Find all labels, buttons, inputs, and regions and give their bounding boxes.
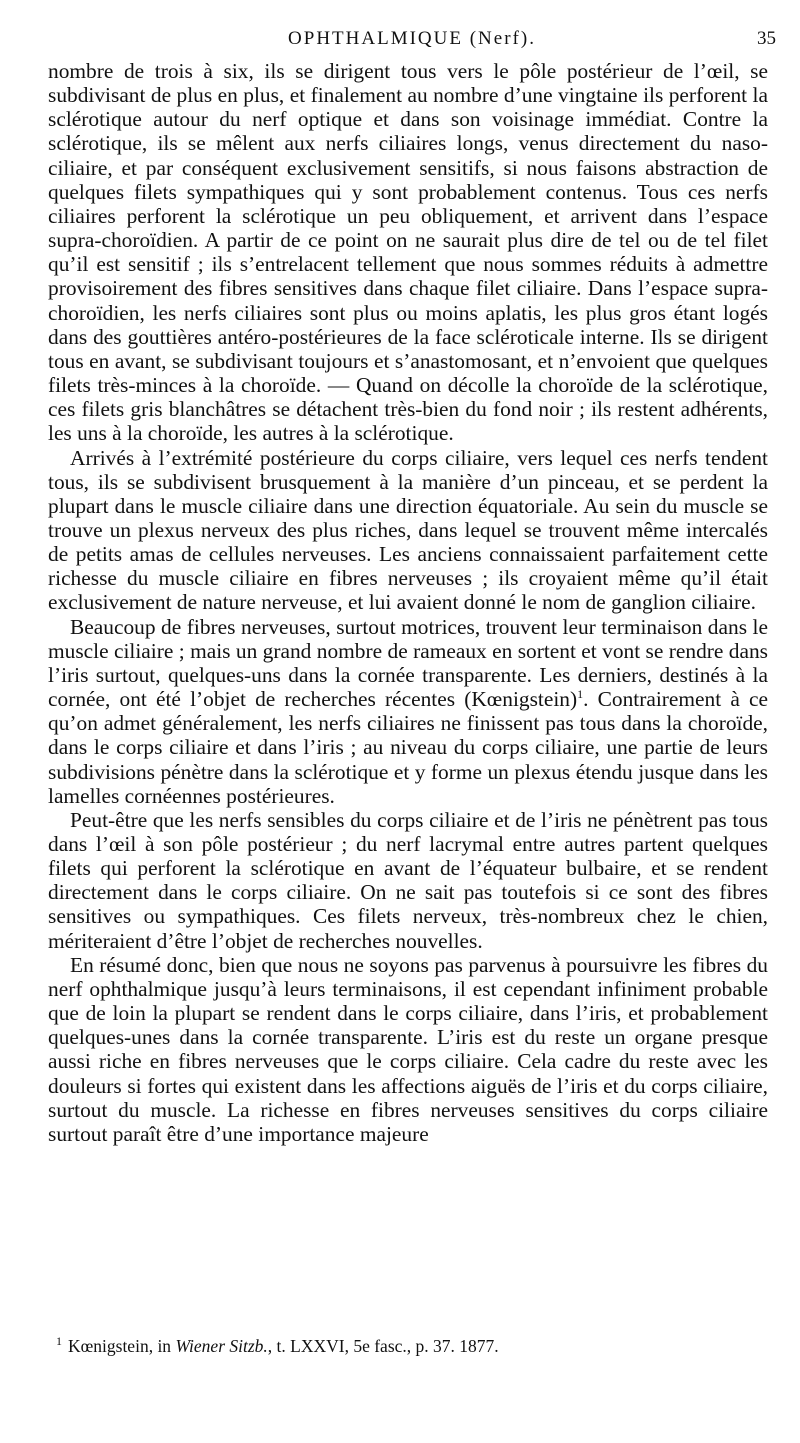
running-title: OPHTHALMIQUE (Nerf). [288,28,536,49]
footnote-marker: 1 [56,1334,62,1348]
footnote-author: Kœnigstein, in [68,1335,172,1356]
paragraph-3-text: Beaucoup de fibres nerveuses, surtout motrices, trouvent leur terminaison dans le muscle ciliaire ; mais un grand nombre de rameaux en sortent et vont se rendre dans l’iris surtout, quelques-uns dans la cornée transparente. Les derniers, destinés à la cornée, ont été l’objet de recherches récentes (Kœnigstein) [48,614,768,712]
paragraph-1: nombre de trois à six, ils se dirigent tous vers le pôle postérieur de l’œil, se subdivisant de plus en plus, et finalement au nombre d’une vingtaine ils perforent la sclérotique autour du nerf optique et dans son voisinage immédiat. Contre la sclérotique, ils se mêlent aux nerfs ciliaires longs, venus directement du naso-ciliaire, et par conséquent exclusivement sensitifs, si nous faisons abstraction de quelques filets sympathiques qui y sont probablement contenus. Tous ces nerfs ciliaires perforent la sclérotique un peu obliquement, et arrivent dans l’espace supra-choroïdien. A partir de ce point on ne saurait plus dire de tel ou de tel filet qu’il est sensitif ; ils s’entrelacent tellement que nous sommes réduits à admettre provisoirement des fibres sensitives dans chaque filet ciliaire. Dans l’espace supra-choroïdien, les nerfs ciliaires sont plus ou moins aplatis, les plus gros étant logés dans des gouttières antéro-postérieures de la face scléroticale interne. Ils se dirigent tous en avant, se subdivisant toujours et s’anastomosant, et n’envoient que quelques filets très-minces à la choroïde. — Quand on décolle la choroïde de la sclérotique, ces filets gris blanchâtres se détachent très-bien du fond noir ; ils restent adhérents, les uns à la choroïde, les autres à la sclérotique. [48,59,768,446]
footnote-journal: Wiener Sitzb. [175,1335,268,1356]
footnote [56,1330,776,1357]
paragraph-4: Peut-être que les nerfs sensibles du corps ciliaire et de l’iris ne pénètrent pas tous dans l’œil à son pôle postérieur ; du nerf lacrymal entre autres partent quelques filets qui perforent la sclérotique en avant de l’équateur bulbaire, et se rendent directement dans le corps ciliaire. On ne sait pas toutefois si ce sont des fibres sensitives ou sympathiques. Ces filets nerveux, très-nombreux chez le chien, mériteraient d’être l’objet de recherches nouvelles. [48,807,768,953]
page-number: 35 [757,28,776,49]
paragraph-3 [48,615,768,808]
footnote-reference-tail: . [583,687,589,712]
footnote-details: , t. LXXVI, 5e fasc., p. 37. 1877. [267,1335,499,1356]
paragraph-2: Arrivés à l’extrémité postérieure du corps ciliaire, vers lequel ces nerfs tendent tous, ils se subdivisent brusquement à la manière d’un pinceau, et se perdent la plupart dans le muscle ciliaire dans une direction équatoriale. Au sein du muscle se trouve un plexus nerveux des plus riches, dans lequel se trouvent même intercalés de petits amas de cellules nerveuses. Les anciens connaissaient parfaitement cette richesse du muscle ciliaire en fibres nerveuses ; ils croyaient même qu’il était exclusivement de nature nerveuse, et lui avaient donné le nom de ganglion ciliaire. [48,445,768,615]
footnote-reference[interactable]: 1 [577,686,584,701]
body-text [48,59,768,1146]
page-header [48,12,776,52]
paragraph-5: En résumé donc, bien que nous ne soyons pas parvenus à poursuivre les fibres du nerf ophthalmique jusqu’à leurs terminaisons, il est cependant infiniment probable que de loin la plupart se rendent dans le corps ciliaire, dans l’iris, et probablement quelques-unes dans la cornée transparente. L’iris est du reste un organe presque aussi riche en fibres nerveuses que le corps ciliaire. Cela cadre du reste avec les douleurs si fortes qui existent dans les affections aiguës de l’iris et du corps ciliaire, surtout du muscle. La richesse en fibres nerveuses sensitives du corps ciliaire surtout paraît être d’une importance majeure [48,952,768,1146]
paragraph-3-continuation: Contrairement à ce qu’on admet généralement, les nerfs ciliaires ne finissent pas tous dans la choroïde, dans le corps ciliaire et dans l’iris ; au niveau du corps ciliaire, une partie de leurs subdivisions pénètre dans la sclérotique et y forme un plexus étendu jusque dans les lamelles cornéennes postérieures. [48,687,768,808]
